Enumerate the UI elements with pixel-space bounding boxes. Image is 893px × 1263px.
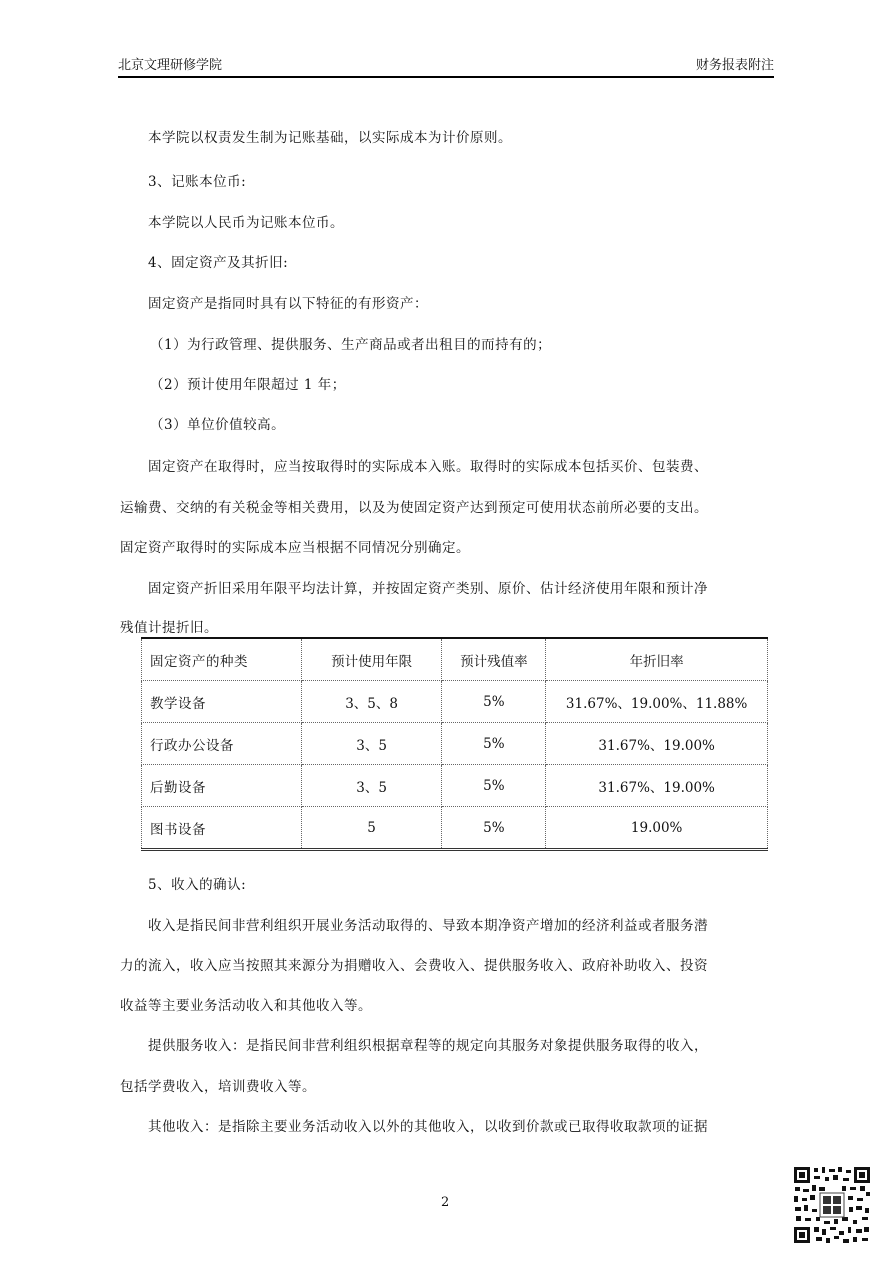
table-row <box>142 807 768 850</box>
list-item-3: （3）单位价值较高。 <box>150 417 286 433</box>
table-cell: 31.67%、19.00% <box>546 723 768 765</box>
header-org-name: 北京文理研修学院 <box>118 58 223 73</box>
paragraph-service-revenue-line-1: 提供服务收入：是指民间非营利组织根据章程等的规定向其服务对象提供服务取得的收入， <box>148 1038 708 1054</box>
table-header-cell: 预计使用年限 <box>301 638 442 681</box>
header-doc-title: 财务报表附注 <box>695 58 774 73</box>
depreciation-table <box>141 637 768 851</box>
table-cell: 5% <box>442 765 546 807</box>
table-header-row <box>142 638 768 681</box>
table-cell: 教学设备 <box>142 681 302 723</box>
paragraph-depreciation-line-1: 固定资产折旧采用年限平均法计算，并按固定资产类别、原价、估计经济使用年限和预计净 <box>148 581 708 597</box>
table-cell: 5% <box>442 681 546 723</box>
table-cell: 3、5 <box>301 723 442 765</box>
list-item-2: （2）预计使用年限超过 1 年； <box>150 377 346 393</box>
paragraph-accounting-basis: 本学院以权责发生制为记账基础，以实际成本为计价原则。 <box>148 130 512 146</box>
table-cell: 19.00% <box>546 807 768 850</box>
table-row <box>142 765 768 807</box>
table-header-cell: 预计残值率 <box>442 638 546 681</box>
table-header-cell: 年折旧率 <box>546 638 768 681</box>
paragraph-currency: 本学院以人民币为记账本位币。 <box>148 215 344 231</box>
page-header <box>118 52 774 78</box>
paragraph-revenue-line-1: 收入是指民间非营利组织开展业务活动取得的、导致本期净资产增加的经济利益或者服务潜 <box>148 918 708 934</box>
table-cell: 31.67%、19.00%、11.88% <box>546 681 768 723</box>
page-number: 2 <box>441 1195 450 1210</box>
section-4-title: 4、固定资产及其折旧: <box>148 255 289 271</box>
paragraph-fixed-asset-definition: 固定资产是指同时具有以下特征的有形资产： <box>148 296 428 312</box>
table-cell: 后勤设备 <box>142 765 302 807</box>
table-cell: 3、5、8 <box>301 681 442 723</box>
paragraph-revenue-line-3: 收益等主要业务活动收入和其他收入等。 <box>120 998 372 1014</box>
table-row <box>142 723 768 765</box>
table-row <box>142 681 768 723</box>
table-cell: 行政办公设备 <box>142 723 302 765</box>
table-cell: 31.67%、19.00% <box>546 765 768 807</box>
paragraph-other-revenue-line-1: 其他收入：是指除主要业务活动收入以外的其他收入，以收到价款或已取得收取款项的证据 <box>148 1119 708 1135</box>
table-cell: 图书设备 <box>142 807 302 850</box>
paragraph-acquisition-line-1: 固定资产在取得时，应当按取得时的实际成本入账。取得时的实际成本包括买价、包装费、 <box>148 459 708 475</box>
list-item-1: （1）为行政管理、提供服务、生产商品或者出租目的而持有的； <box>150 337 552 353</box>
table-cell: 5 <box>301 807 442 850</box>
paragraph-service-revenue-line-2: 包括学费收入，培训费收入等。 <box>120 1079 316 1095</box>
paragraph-depreciation-line-2: 残值计提折旧。 <box>120 620 218 636</box>
table-cell: 3、5 <box>301 765 442 807</box>
table-cell: 5% <box>442 723 546 765</box>
paragraph-acquisition-line-3: 固定资产取得时的实际成本应当根据不同情况分别确定。 <box>120 540 470 556</box>
paragraph-acquisition-line-2: 运输费、交纳的有关税金等相关费用，以及为使固定资产达到预定可使用状态前所必要的支出。 <box>120 500 708 516</box>
qr-code-icon <box>792 1165 872 1245</box>
paragraph-revenue-line-2: 力的流入，收入应当按照其来源分为捐赠收入、会费收入、提供服务收入、政府补助收入、投资 <box>120 958 708 974</box>
table-header-cell: 固定资产的种类 <box>142 638 302 681</box>
section-3-title: 3、记账本位币: <box>148 174 247 190</box>
section-5-title: 5、收入的确认: <box>148 877 247 893</box>
table-cell: 5% <box>442 807 546 850</box>
